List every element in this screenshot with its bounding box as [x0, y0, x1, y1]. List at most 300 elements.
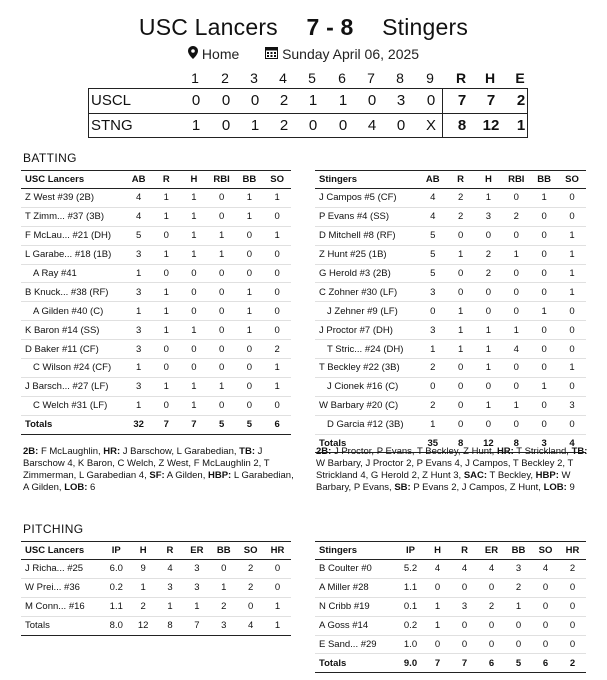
linescore-inning-score: 1 [191, 117, 201, 134]
note-text: 9 [566, 482, 575, 493]
stat-cell: 0 [558, 207, 586, 226]
stat-cell: 0 [451, 635, 478, 654]
totals-cell: 3 [530, 434, 558, 453]
home-team-name: Stingers [382, 14, 469, 40]
note-text: A Gilden, [164, 470, 208, 481]
batting-section-title: BATTING [23, 151, 77, 165]
totals-cell: 12 [130, 616, 157, 635]
note-label: HBP: [535, 470, 559, 481]
stat-cell: 3 [558, 396, 586, 415]
linescore-inning-score: 1 [338, 92, 348, 109]
stat-column-header: R [447, 171, 475, 189]
note-text: F McLaughlin, [38, 446, 104, 457]
linescore-total-r: 7 [457, 92, 467, 109]
linescore-row [89, 114, 527, 138]
stat-cell: 1 [210, 578, 237, 597]
stat-cell: 0 [559, 578, 586, 597]
table-row [21, 396, 291, 415]
player-name: J Zehner #9 (LF) [315, 302, 419, 321]
totals-cell: 5 [208, 415, 236, 434]
stat-cell: 2 [505, 578, 532, 597]
stat-column-header: BB [530, 171, 558, 189]
stat-cell: 3 [183, 560, 210, 579]
note-label: HR: [103, 446, 121, 457]
stat-column-header: RBI [502, 171, 530, 189]
linescore-col-header: R [455, 70, 467, 86]
stat-column-header: ER [478, 542, 505, 560]
stat-cell: 0 [419, 377, 447, 396]
stat-cell: 1 [125, 359, 153, 378]
note-label: TB: [239, 446, 255, 457]
totals-cell: 7 [451, 654, 478, 673]
stat-cell: 0 [475, 415, 503, 434]
stat-cell: 4 [419, 207, 447, 226]
stat-cell: 1 [152, 207, 180, 226]
stat-cell: 1 [424, 616, 451, 635]
stat-cell: 0 [530, 415, 558, 434]
stat-cell: 1 [419, 340, 447, 359]
linescore-header [88, 70, 528, 88]
table-row [315, 560, 586, 579]
stat-cell: 3 [157, 578, 184, 597]
stat-cell: 0 [530, 359, 558, 378]
stat-cell: 0 [180, 302, 208, 321]
team-header: USC Lancers [21, 171, 125, 189]
stat-cell: 1 [125, 264, 153, 283]
totals-cell: 8 [502, 434, 530, 453]
stat-cell: 5 [419, 226, 447, 245]
player-name: W Prei... #36 [21, 578, 103, 597]
stat-cell: 0 [210, 560, 237, 579]
linescore-team: USCL [91, 92, 132, 109]
stat-cell: 1.1 [103, 597, 130, 616]
table-row [21, 377, 291, 396]
totals-cell: 4 [237, 616, 264, 635]
player-name: A Miller #28 [315, 578, 397, 597]
stat-cell: 1.1 [397, 578, 424, 597]
game-date: Sunday April 06, 2025 [282, 46, 420, 62]
stat-cell: 2 [447, 207, 475, 226]
stat-cell: 2 [475, 264, 503, 283]
table-row [315, 578, 586, 597]
stat-cell: 3 [505, 560, 532, 579]
player-name: J Proctor #7 (DH) [315, 321, 419, 340]
stat-cell: 5 [125, 226, 153, 245]
stat-cell: 0 [530, 396, 558, 415]
stat-cell: 3 [125, 321, 153, 340]
stat-cell: 0 [447, 283, 475, 302]
stat-cell: 0 [532, 578, 559, 597]
player-name: L Garabe... #18 (1B) [21, 245, 125, 264]
stat-cell: 0 [263, 321, 291, 340]
table-row [315, 396, 586, 415]
stat-cell: 2 [130, 597, 157, 616]
player-name: A Ray #41 [21, 264, 125, 283]
linescore-total-r: 8 [457, 117, 467, 134]
pitching-table-away [21, 541, 291, 636]
stat-column-header: SO [532, 542, 559, 560]
stat-cell: 0 [502, 189, 530, 208]
totals-cell: 6 [532, 654, 559, 673]
note-text: W Barbary, J Proctor 2, P Evans 4, J Campos, T Beckley 2, T Strickland 4, G Herold 2, Z Hunt 3, [316, 458, 574, 481]
note-label: 2B: [23, 446, 39, 457]
stat-cell: 0 [505, 616, 532, 635]
player-name: D Mitchell #8 (RF) [315, 226, 419, 245]
stat-cell: 0 [424, 578, 451, 597]
player-name: Z Hunt #25 (1B) [315, 245, 419, 264]
stat-cell: 1 [475, 321, 503, 340]
linescore-inning-score: 0 [221, 117, 231, 134]
stat-column-header: R [152, 171, 180, 189]
stat-cell: 9 [130, 560, 157, 579]
player-name: C Zohner #30 (LF) [315, 283, 419, 302]
player-name: Z West #39 (2B) [21, 189, 125, 208]
totals-cell: 7 [424, 654, 451, 673]
totals-cell: 8 [447, 434, 475, 453]
stat-column-header: AB [419, 171, 447, 189]
stat-cell: 1 [208, 377, 236, 396]
stat-cell: 4 [157, 560, 184, 579]
stat-cell: 0 [152, 264, 180, 283]
stat-cell: 2 [478, 597, 505, 616]
stat-cell: 1 [447, 340, 475, 359]
stat-cell: 2 [419, 359, 447, 378]
stat-cell: 6.0 [103, 560, 130, 579]
table-row [315, 283, 586, 302]
stat-column-header: H [130, 542, 157, 560]
stat-cell: 1 [152, 245, 180, 264]
player-name: P Evans #4 (SS) [315, 207, 419, 226]
note-text: J Proctor, P Evans, T Beckley, Z Hunt, [331, 446, 497, 457]
player-name: J Cionek #16 (C) [315, 377, 419, 396]
stat-cell: 4 [532, 560, 559, 579]
stat-cell: 1 [130, 578, 157, 597]
stat-cell: 3 [419, 321, 447, 340]
stat-cell: 1 [180, 226, 208, 245]
player-name: W Barbary #20 (C) [315, 396, 419, 415]
batting-table-home [315, 170, 586, 453]
stat-cell: 1 [447, 302, 475, 321]
linescore-col-header: 6 [338, 70, 346, 86]
note-label: HR: [496, 446, 514, 457]
stat-cell: 0 [419, 302, 447, 321]
note-label: SF: [149, 470, 165, 481]
linescore-total-h: 12 [482, 117, 500, 134]
stat-cell: 0 [208, 283, 236, 302]
player-name: C Welch #31 (LF) [21, 396, 125, 415]
stat-cell: 0 [475, 377, 503, 396]
stat-cell: 1 [235, 302, 263, 321]
stat-cell: 0 [235, 359, 263, 378]
linescore-inning-score: 0 [221, 92, 231, 109]
stat-cell: 1 [447, 245, 475, 264]
away-team-name: USC Lancers [138, 14, 278, 40]
totals-cell: 5 [505, 654, 532, 673]
table-row [21, 226, 291, 245]
game-meta [0, 46, 607, 62]
totals-cell: 2 [559, 654, 586, 673]
stat-cell: 0 [559, 616, 586, 635]
stat-cell: 1 [157, 597, 184, 616]
totals-cell: 4 [558, 434, 586, 453]
stat-cell: 1 [152, 283, 180, 302]
table-row [315, 207, 586, 226]
stat-cell: 0 [208, 264, 236, 283]
stat-cell: 1 [180, 189, 208, 208]
note-label: SAC: [463, 470, 488, 481]
stat-cell: 3 [125, 245, 153, 264]
table-row [21, 264, 291, 283]
stat-cell: 0 [530, 321, 558, 340]
stat-cell: 0 [208, 302, 236, 321]
stat-cell: 1 [152, 302, 180, 321]
stat-cell: 0 [502, 302, 530, 321]
stat-cell: 1 [475, 340, 503, 359]
stat-cell: 3 [125, 340, 153, 359]
stat-cell: 1 [558, 359, 586, 378]
totals-label: Totals [21, 616, 103, 635]
note-label: TB: [571, 446, 588, 457]
player-name: F McLau... #21 (DH) [21, 226, 125, 245]
table-row [21, 321, 291, 340]
note-text: T Strickland, [513, 446, 572, 457]
stat-cell: 0 [208, 189, 236, 208]
stat-cell: 0 [208, 207, 236, 226]
player-name: D Garcia #12 (3B) [315, 415, 419, 434]
totals-row [315, 654, 586, 673]
stat-cell: 0 [235, 377, 263, 396]
player-name: E Sand... #29 [315, 635, 397, 654]
stat-cell: 0 [530, 245, 558, 264]
stat-cell: 0 [475, 302, 503, 321]
stat-cell: 1 [235, 321, 263, 340]
table-row [21, 302, 291, 321]
linescore-total-e: 1 [516, 117, 526, 134]
table-row [315, 226, 586, 245]
stat-column-header: ER [183, 542, 210, 560]
stat-cell: 1 [447, 321, 475, 340]
stat-cell: 1 [183, 597, 210, 616]
stat-cell: 0 [532, 597, 559, 616]
note-label: LOB: [64, 482, 88, 493]
stat-cell: 0 [264, 578, 291, 597]
stat-cell: 2 [419, 396, 447, 415]
stat-cell: 1 [424, 597, 451, 616]
stat-cell: 1 [475, 359, 503, 378]
stat-column-header: HR [559, 542, 586, 560]
player-name: K Baron #14 (SS) [21, 321, 125, 340]
table-row [21, 207, 291, 226]
stat-cell: 0 [180, 359, 208, 378]
totals-cell: 5 [235, 415, 263, 434]
note-text: T Beckley, [487, 470, 536, 481]
table-row [21, 578, 291, 597]
stat-cell: 0 [180, 264, 208, 283]
stat-cell: 2 [559, 560, 586, 579]
player-name: C Wilson #24 (CF) [21, 359, 125, 378]
linescore-col-header: E [515, 70, 525, 86]
stat-cell: 0 [208, 359, 236, 378]
linescore-inning-score: 0 [396, 117, 406, 134]
totals-cell: 8.0 [103, 616, 130, 635]
totals-cell: 6 [478, 654, 505, 673]
stat-cell: 0 [558, 377, 586, 396]
stat-cell: 1 [152, 321, 180, 340]
stat-cell: 1 [152, 189, 180, 208]
stat-cell: 3 [125, 283, 153, 302]
stat-cell: 0 [478, 578, 505, 597]
player-name: G Herold #3 (2B) [315, 264, 419, 283]
stat-cell: 0 [208, 340, 236, 359]
stat-column-header: BB [235, 171, 263, 189]
stat-cell: 0 [502, 226, 530, 245]
stat-cell: 1 [263, 189, 291, 208]
linescore-col-header: 7 [367, 70, 375, 86]
stat-cell: 1 [264, 597, 291, 616]
linescore-inning-score: 2 [279, 92, 289, 109]
stat-cell: 0 [451, 616, 478, 635]
stat-cell: 1 [505, 597, 532, 616]
stat-column-header: H [475, 171, 503, 189]
batting-table-away [21, 170, 291, 435]
stat-cell: 1 [235, 189, 263, 208]
table-row [315, 302, 586, 321]
batting-notes-away [23, 446, 295, 494]
stat-cell: 2 [447, 189, 475, 208]
stat-cell: 1 [235, 207, 263, 226]
player-name: T Beckley #22 (3B) [315, 359, 419, 378]
stat-cell: 5.2 [397, 560, 424, 579]
stat-cell: 0 [180, 283, 208, 302]
stat-column-header: IP [397, 542, 424, 560]
stat-cell: 0 [532, 635, 559, 654]
stat-cell: 0 [263, 207, 291, 226]
linescore-inning-score: 2 [279, 117, 289, 134]
stat-cell: 4 [125, 207, 153, 226]
stat-cell: 1 [530, 302, 558, 321]
totals-cell: 32 [125, 415, 153, 434]
stat-cell: 4 [125, 189, 153, 208]
stat-cell: 0 [152, 226, 180, 245]
note-text: J Barschow, L Garabedian, [120, 446, 240, 457]
stat-cell: 1.0 [397, 635, 424, 654]
stat-cell: 3 [125, 377, 153, 396]
linescore-col-header: 4 [279, 70, 287, 86]
stat-cell: 0 [475, 283, 503, 302]
location-text: Home [201, 46, 240, 62]
stat-cell: 1 [263, 359, 291, 378]
table-row [21, 283, 291, 302]
stat-cell: 0 [558, 189, 586, 208]
stat-cell: 1 [558, 283, 586, 302]
stat-cell: 2 [237, 560, 264, 579]
totals-cell: 8 [157, 616, 184, 635]
stat-cell: 0 [559, 597, 586, 616]
stat-cell: 0 [558, 340, 586, 359]
stat-cell: 0 [263, 264, 291, 283]
stat-column-header: R [451, 542, 478, 560]
stat-cell: 0 [475, 226, 503, 245]
player-name: A Gilden #40 (C) [21, 302, 125, 321]
stat-cell: 0 [530, 207, 558, 226]
player-name: M Conn... #16 [21, 597, 103, 616]
totals-cell: 12 [475, 434, 503, 453]
note-text: W Barbary, P Evans, [316, 470, 571, 493]
stat-cell: 1 [558, 245, 586, 264]
stat-cell: 0 [235, 340, 263, 359]
stat-cell: 0 [235, 264, 263, 283]
linescore-total-e: 2 [516, 92, 526, 109]
stat-cell: 0 [263, 245, 291, 264]
note-text: L Garabedian, A Gilden, [23, 470, 294, 493]
stat-cell: 0 [447, 264, 475, 283]
table-header-row [315, 171, 586, 189]
linescore-total-h: 7 [486, 92, 496, 109]
linescore-col-header: 2 [221, 70, 229, 86]
stat-cell: 1 [180, 396, 208, 415]
stat-cell: 0 [558, 321, 586, 340]
table-row [315, 616, 586, 635]
stat-cell: 0 [152, 396, 180, 415]
table-row [21, 359, 291, 378]
stat-cell: 2 [263, 340, 291, 359]
totals-cell: 6 [263, 415, 291, 434]
table-row [315, 189, 586, 208]
linescore-inning-score: 0 [338, 117, 348, 134]
stat-cell: 0.1 [397, 597, 424, 616]
totals-cell: 7 [183, 616, 210, 635]
stat-cell: 1 [263, 226, 291, 245]
player-name: A Goss #14 [315, 616, 397, 635]
table-header-row [315, 542, 586, 560]
table-row [21, 189, 291, 208]
stat-cell: 0 [235, 396, 263, 415]
stat-cell: 0 [502, 283, 530, 302]
linescore-col-header: 9 [426, 70, 434, 86]
stat-cell: 0 [478, 616, 505, 635]
stat-cell: 1 [502, 245, 530, 264]
note-label: HBP: [208, 470, 232, 481]
player-name: B Knuck... #38 (RF) [21, 283, 125, 302]
stat-cell: 1 [208, 226, 236, 245]
stat-cell: 2 [475, 245, 503, 264]
totals-cell: 3 [210, 616, 237, 635]
totals-row [21, 415, 291, 434]
stat-column-header: AB [125, 171, 153, 189]
linescore-col-header: 3 [250, 70, 258, 86]
linescore-col-header: H [484, 70, 496, 86]
stat-cell: 3 [419, 283, 447, 302]
linescore-col-header: 8 [396, 70, 404, 86]
stat-cell: 1 [235, 283, 263, 302]
stat-cell: 1 [152, 377, 180, 396]
stat-cell: 0 [530, 264, 558, 283]
stat-cell: 1 [502, 321, 530, 340]
table-row [315, 264, 586, 283]
table-row [315, 321, 586, 340]
linescore-inning-score: 0 [426, 92, 436, 109]
linescore-inning-score: 4 [367, 117, 377, 134]
stat-cell: 0 [502, 377, 530, 396]
stat-cell: 2 [210, 597, 237, 616]
stat-cell: 4 [502, 340, 530, 359]
stat-cell: 1 [208, 245, 236, 264]
stat-cell: 1 [475, 396, 503, 415]
stat-column-header: SO [263, 171, 291, 189]
stat-cell: 0.2 [397, 616, 424, 635]
stat-cell: 1 [530, 377, 558, 396]
team-header: Stingers [315, 542, 397, 560]
